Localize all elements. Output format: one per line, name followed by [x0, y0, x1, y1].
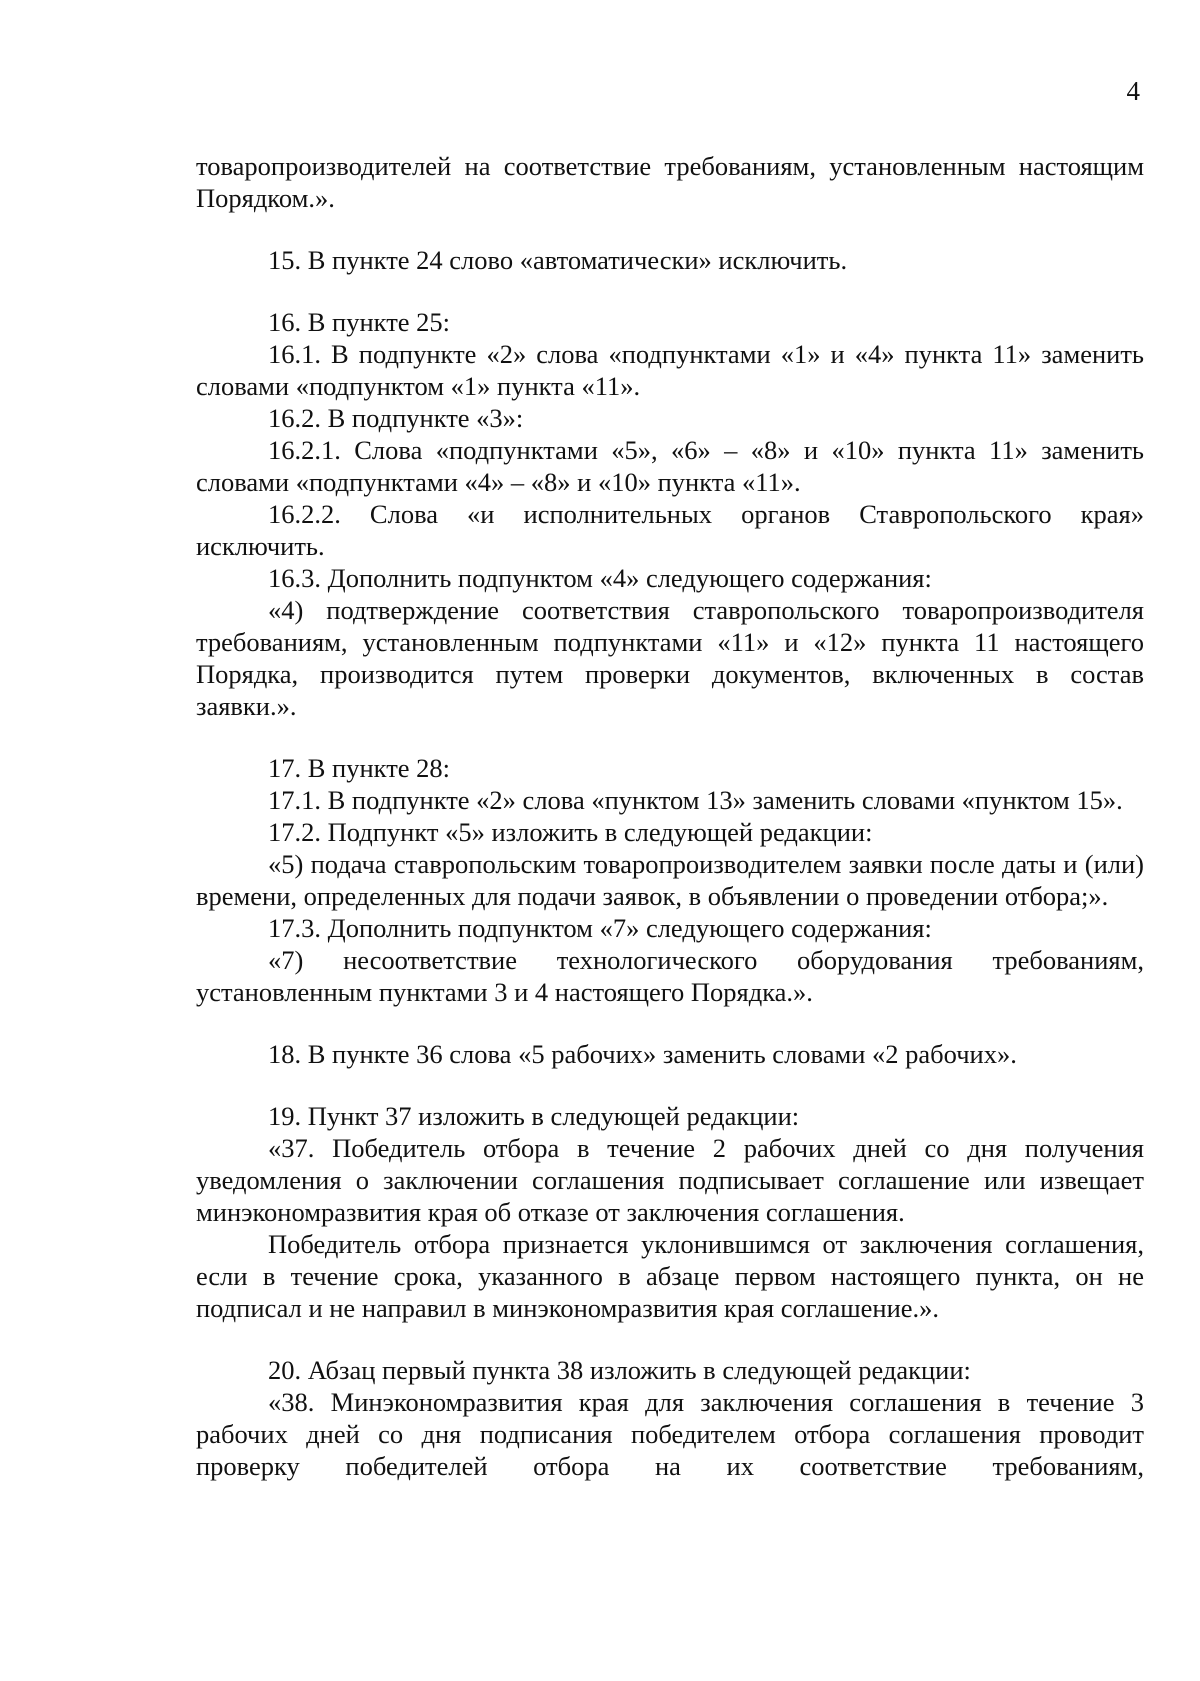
page-number: 4 — [1126, 76, 1140, 106]
paragraph-p1: товаропроизводителей на соответствие требованиям, установленным настоящим Порядком.». — [196, 151, 1144, 213]
paragraph-p18: «37. Победитель отбора в течение 2 рабочих дней со дня получения уведомления о заключении соглашения подписывает соглашение или извещает минэкономразвития края об отказе от заключения соглашения. — [196, 1133, 1144, 1227]
paragraph-gap — [196, 1070, 1144, 1100]
paragraph-p7: 16.2.2. Слова «и исполнительных органов Ставропольского края» исключить. — [196, 499, 1144, 561]
paragraph-p2: 15. В пункте 24 слово «автоматически» исключить. — [268, 245, 848, 275]
paragraph-p9: «4) подтверждение соответствия ставропольского товаропроизводителя требованиям, установленным подпунктами «11» и «12» пункта 11 настоящего Порядка, производится путем проверки документов, включенных в состав заявки.». — [196, 595, 1144, 721]
paragraph-gap — [196, 722, 1144, 752]
document-body — [196, 150, 1144, 1482]
paragraph-p20: 20. Абзац первый пункта 38 изложить в следующей редакции: — [268, 1355, 971, 1385]
paragraph-p16: 18. В пункте 36 слова «5 рабочих» заменить словами «2 рабочих». — [268, 1039, 1017, 1069]
paragraph-p21: «38. Минэкономразвития края для заключения соглашения в течение 3 рабочих дней со дня подписания победителем отбора соглашения проводит проверку победителей отбора на их соответствие требованиям, — [196, 1387, 1144, 1481]
paragraph-p8: 16.3. Дополнить подпунктом «4» следующего содержания: — [268, 563, 932, 593]
paragraph-p17: 19. Пункт 37 изложить в следующей редакции: — [268, 1101, 800, 1131]
paragraph-p4: 16.1. В подпункте «2» слова «подпунктами «1» и «4» пункта 11» заменить словами «подпунктом «1» пункта «11». — [196, 339, 1144, 401]
paragraph-gap — [196, 1324, 1144, 1354]
paragraph-p10: 17. В пункте 28: — [268, 753, 451, 783]
paragraph-gap — [196, 276, 1144, 306]
paragraph-gap — [196, 214, 1144, 244]
paragraph-p6: 16.2.1. Слова «подпунктами «5», «6» – «8» и «10» пункта 11» заменить словами «подпунктами «4» – «8» и «10» пункта «11». — [196, 435, 1144, 497]
paragraph-p3: 16. В пункте 25: — [268, 307, 451, 337]
paragraph-p14: 17.3. Дополнить подпунктом «7» следующего содержания: — [268, 913, 932, 943]
paragraph-p15: «7) несоответствие технологического оборудования требованиям, установленным пунктами 3 и 4 настоящего Порядка.». — [196, 945, 1144, 1007]
paragraph-p12: 17.2. Подпункт «5» изложить в следующей редакции: — [268, 817, 873, 847]
paragraph-p5: 16.2. В подпункте «3»: — [268, 403, 524, 433]
paragraph-p11: 17.1. В подпункте «2» слова «пунктом 13» заменить словами «пунктом 15». — [268, 785, 1123, 815]
paragraph-gap — [196, 1008, 1144, 1038]
paragraph-p19: Победитель отбора признается уклонившимся от заключения соглашения, если в течение срока, указанного в абзаце первом настоящего пункта, он не подписал и не направил в минэкономразвития края соглашение.». — [196, 1229, 1144, 1323]
paragraph-p13: «5) подача ставропольским товаропроизводителем заявки после даты и (или) времени, определенных для подачи заявок, в объявлении о проведении отбора;». — [196, 849, 1144, 911]
